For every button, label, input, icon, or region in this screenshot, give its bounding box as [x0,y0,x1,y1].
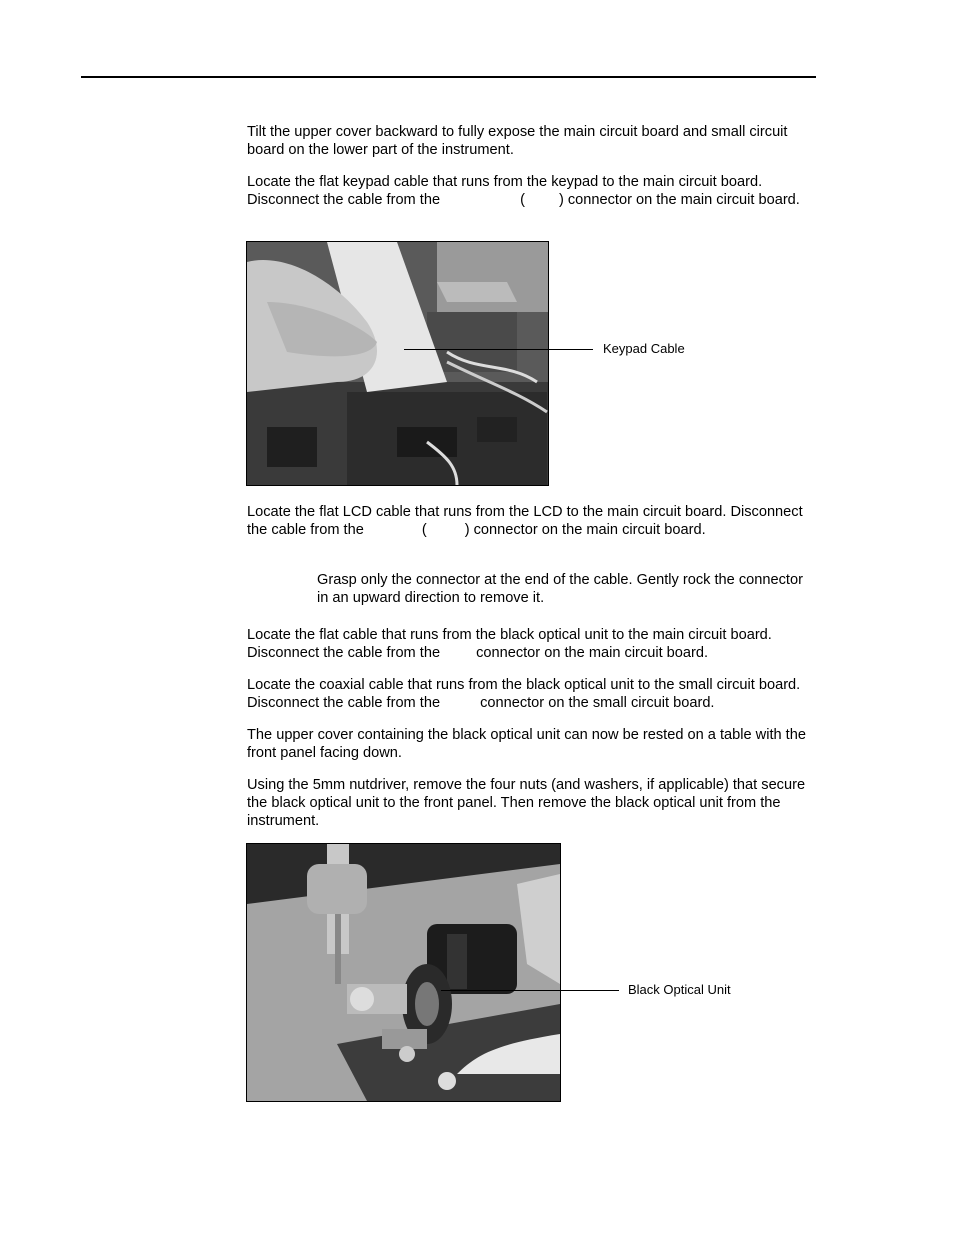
step-lcd-text-a: Locate the flat LCD cable that runs from the LCD to the main circuit board. Disconnect the cable from the [247,504,803,538]
header-rule [81,76,816,78]
step-optical-text-a: Locate the flat cable that runs from the black optical unit to the main circuit board. Disconnect the cable from the [247,627,772,661]
step-keypad-text-c: ) connector on the main circuit board. [558,192,800,208]
step-coaxial-cable [247,676,817,712]
step-keypad-cable [247,173,817,209]
step-lcd-text-b: ( [421,522,427,538]
keypad-cable-photo [246,241,549,486]
note-grasp-connector: Grasp only the connector at the end of the cable. Gently rock the connector in an upward direction to remove it. [317,572,803,606]
step-optical-text-b: connector on the main circuit board. [476,645,709,661]
optical-callout-line [441,990,619,991]
step-tilt-cover: Tilt the upper cover backward to fully expose the main circuit board and small circuit board on the lower part of the instrument. [247,124,788,158]
keypad-cable-image [247,242,548,485]
step-lcd-cable [247,503,817,539]
step-keypad-text-b: ( [520,192,525,208]
keypad-cable-label: Keypad Cable [603,341,685,356]
step-coaxial-text-a: Locate the coaxial cable that runs from the black optical unit to the small circuit board. Disconnect the cable from the [247,677,801,711]
black-optical-unit-label: Black Optical Unit [628,982,731,997]
optical-unit-image [247,844,560,1101]
step-coaxial-text-b: connector on the small circuit board. [480,695,715,711]
step-keypad-text-a: Locate the flat keypad cable that runs from the keypad to the main circuit board. Disconnect the cable from the [247,174,763,208]
step-optical-flat-cable [247,626,817,662]
step-remove-nuts: Using the 5mm nutdriver, remove the four nuts (and washers, if applicable) that secure the black optical unit to the front panel. Then remove the black optical unit from the instrument. [247,777,806,829]
step-rest-cover: The upper cover containing the black optical unit can now be rested on a table with the front panel facing down. [247,727,806,761]
step-lcd-text-c: ) connector on the main circuit board. [464,522,706,538]
keypad-callout-line [404,349,593,350]
optical-unit-photo [246,843,561,1102]
